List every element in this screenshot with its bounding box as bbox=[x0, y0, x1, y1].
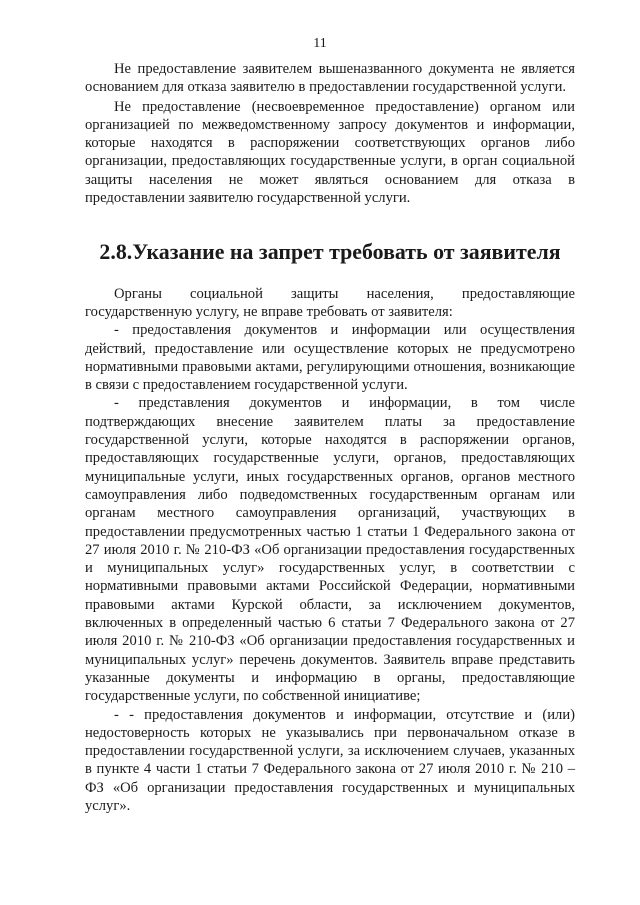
document-body bbox=[85, 60, 575, 815]
section-intro: Органы социальной защиты населения, предоставляющие государственную услугу, не вправе требовать от заявителя: bbox=[85, 285, 575, 320]
prohibition-item: - представления документов и информации, в том числе подтверждающих внесение заявителем платы за предоставление государственной услуги, которые находятся в распоряжении органов, предоставляющих государственные услуги, органов, предоставляющих муниципальные услуги, иных государственных органов, органов местного самоуправления либо подведомственных государственным органам или органам местного самоуправления организаций, участвующих в предоставлении предусмотренных частью 1 статьи 1 Федерального закона от 27 июля 2010 г. № 210-ФЗ «Об организации предоставления государственных и муниципальных услуг» государственных услуг, в соответствии с нормативными правовыми актами Российской Федерации, нормативными правовыми актами Курской области, за исключением документов, включенных в определенный частью 6 статьи 7 Федерального закона от 27 июля 2010 г. № 210-ФЗ «Об организации предоставления государственных и муниципальных услуг» перечень документов. Заявитель вправе представить указанные документы и информацию в органы, предоставляющие государственные услуги, по собственной инициативе; bbox=[85, 395, 575, 705]
prohibition-item: - предоставления документов и информации или осуществления действий, предоставление или осуществление которых не предусмотрено нормативными правовыми актами, регулирующими отношения, возникающие в связи с предоставлением государственной услуги. bbox=[85, 322, 575, 394]
paragraph-not-grounds-for-refusal: Не предоставление заявителем вышеназванного документа не является основанием для отказа заявителю в предоставлении государственной услуги. bbox=[85, 61, 575, 96]
prohibition-item: - - предоставления документов и информации, отсутствие и (или) недостоверность которых не указывались при первоначальном отказе в предоставлении государственной услуги, за исключением случаев, указанных в пункте 4 части 1 статьи 7 Федерального закона от 27 июля 2010 г. № 210 – ФЗ «Об организации предоставления государственных и муниципальных услуг». bbox=[85, 706, 575, 814]
paragraph-interagency-request: Не предоставление (несвоевременное предоставление) органом или организацией по межведомственному запросу документов и информации, которые находятся в распоряжении соответствующих органов либо организации, предоставляющих государственные услуги, в орган социальной защиты населения не может являться основанием для отказа в предоставлении заявителю государственной услуги. bbox=[85, 98, 575, 207]
section-heading: 2.8.Указание на запрет требовать от заявителя bbox=[99, 239, 561, 265]
page-number: 11 bbox=[313, 36, 327, 51]
